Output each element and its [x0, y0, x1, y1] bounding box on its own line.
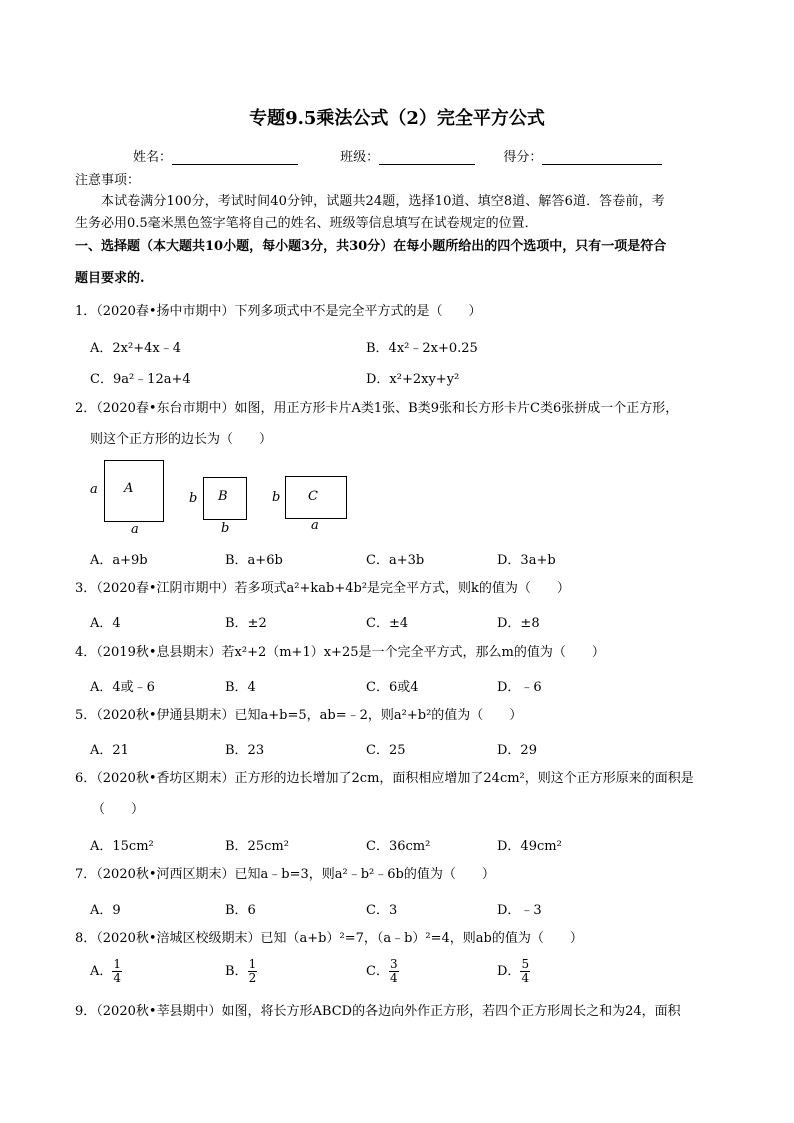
q8-option-b-letter: B． — [225, 964, 248, 979]
q7-stem: 7．（2020秋•河西区期末）已知a﹣b=3，则a²﹣b²﹣6b的值为（ ） — [75, 867, 495, 882]
q5-option-d[interactable]: D．29 — [497, 743, 537, 758]
name-blank[interactable] — [172, 150, 298, 165]
q8-a-numerator: 1 — [113, 957, 122, 971]
q1-stem: 1．（2020春•扬中市期中）下列多项式中不是完全平方式的是（ ） — [75, 304, 482, 319]
q2-option-a[interactable]: A．a+9b — [90, 553, 148, 568]
q6-stem-1: 6．（2020秋•香坊区期末）正方形的边长增加了2cm，面积相应增加了24cm²，则这个正方形原来的面积是 — [75, 771, 694, 786]
card-b-side-left: b — [189, 491, 198, 506]
q6-option-a[interactable]: A．15cm² — [90, 839, 154, 854]
q5-option-a[interactable]: A．21 — [90, 743, 129, 758]
q8-option-d-fraction — [520, 958, 530, 985]
student-info-row — [133, 146, 662, 165]
q9-stem: 9．（2020秋•莘县期中）如图，将长方形ABCD的各边向外作正方形，若四个正方形周长之和为24，面积 — [75, 1004, 681, 1019]
q5-stem: 5．（2020秋•伊通县期末）已知a+b=5，ab=﹣2，则a²+b²的值为（ ） — [75, 708, 523, 723]
q3-option-c[interactable]: C．±4 — [366, 616, 409, 631]
q1-option-d[interactable]: D．x²+2xy+y² — [366, 372, 460, 387]
q5-option-b[interactable]: B．23 — [225, 743, 265, 758]
q8-option-c-letter: C． — [366, 964, 389, 979]
q6-option-d[interactable]: D．49cm² — [497, 839, 562, 854]
q8-c-denominator: 4 — [389, 971, 398, 985]
section-heading-1: 一、选择题（本大题共10小题，每小题3分，共30分）在每小题所给出的四个选项中，只有一项是符合 — [75, 239, 667, 254]
card-b-label: B — [218, 489, 228, 504]
card-a-side-bottom: a — [131, 522, 139, 537]
q3-option-b[interactable]: B．±2 — [225, 616, 267, 631]
q7-option-c[interactable]: C．3 — [366, 903, 398, 918]
q8-a-denominator: 4 — [113, 971, 122, 985]
q6-stem-2: （ ） — [92, 802, 145, 817]
q8-d-numerator: 5 — [521, 957, 530, 971]
q8-stem: 8．（2020秋•涪城区校级期末）已知（a+b）²=7，（a﹣b）²=4，则ab的值为（ ） — [75, 931, 583, 946]
q6-option-b[interactable]: B．25cm² — [225, 839, 289, 854]
class-blank[interactable] — [379, 150, 475, 165]
score-label: 得分： — [503, 150, 543, 165]
q7-option-b[interactable]: B．6 — [225, 903, 256, 918]
q4-stem: 4．（2019秋•息县期末）若x²+2（m+1）x+25是一个完全平方式，那么m的值为（ ） — [75, 645, 605, 660]
score-blank[interactable] — [542, 150, 662, 165]
q8-option-a[interactable] — [90, 958, 122, 985]
q1-option-c[interactable]: C．9a²﹣12a+4 — [90, 372, 191, 387]
notice-line-2: 生务必用0.5毫米黑色签字笔将自己的姓名、班级等信息填写在试卷规定的位置． — [75, 216, 538, 231]
q8-option-a-letter: A． — [90, 964, 113, 979]
q7-option-a[interactable]: A．9 — [90, 903, 121, 918]
q4-option-b[interactable]: B．4 — [225, 680, 256, 695]
q8-c-numerator: 3 — [389, 957, 398, 971]
name-label: 姓名： — [133, 150, 173, 165]
q2-option-c[interactable]: C．a+3b — [366, 553, 425, 568]
q8-option-a-fraction — [112, 958, 122, 985]
q6-option-c[interactable]: C．36cm² — [366, 839, 431, 854]
q8-option-c-fraction — [389, 958, 399, 985]
q4-option-a[interactable]: A．4或﹣6 — [90, 680, 155, 695]
card-c-side-left: b — [272, 490, 281, 505]
q3-option-a[interactable]: A．4 — [90, 616, 121, 631]
q4-option-d[interactable]: D．﹣6 — [497, 680, 542, 695]
q2-option-d[interactable]: D．3a+b — [497, 553, 556, 568]
q7-option-d[interactable]: D．﹣3 — [497, 903, 542, 918]
notice-heading: 注意事项： — [75, 173, 141, 188]
q8-option-b[interactable] — [225, 958, 257, 985]
q8-option-b-fraction — [248, 958, 258, 985]
q8-b-denominator: 2 — [248, 971, 257, 985]
q8-b-numerator: 1 — [248, 957, 257, 971]
card-a-side-left: a — [90, 482, 98, 497]
card-c-label: C — [308, 489, 318, 504]
q8-d-denominator: 4 — [521, 971, 530, 985]
class-label: 班级： — [340, 150, 380, 165]
q8-option-c[interactable] — [366, 958, 399, 985]
q2-stem-1: 2．（2020春•东台市期中）如图，用正方形卡片A类1张、B类9张和长方形卡片C类6张拼成一个正方形， — [75, 401, 679, 416]
card-b-side-bottom: b — [221, 521, 230, 536]
q1-option-a[interactable]: A．2x²+4x﹣4 — [90, 341, 181, 356]
q8-option-d-letter: D． — [497, 964, 521, 979]
page-title: 专题9.5乘法公式（2）完全平方公式 — [249, 108, 545, 129]
q1-option-b[interactable]: B．4x²﹣2x+0.25 — [366, 341, 478, 356]
section-heading-2: 题目要求的. — [75, 271, 145, 286]
q8-option-d[interactable] — [497, 958, 530, 985]
q4-option-c[interactable]: C．6或4 — [366, 680, 419, 695]
notice-line-1: 本试卷满分100分，考试时间40分钟，试题共24题，选择10道、填空8道、解答6道．答卷前，考 — [101, 194, 665, 209]
card-a-label: A — [124, 481, 134, 496]
card-c-side-bottom: a — [311, 518, 319, 533]
q5-option-c[interactable]: C．25 — [366, 743, 406, 758]
q3-stem: 3．（2020春•江阴市期中）若多项式a²+kab+4b²是完全平方式，则k的值为（ ） — [75, 581, 570, 596]
q3-option-d[interactable]: D．±8 — [497, 616, 540, 631]
q2-option-b[interactable]: B．a+6b — [225, 553, 283, 568]
card-a-square — [104, 460, 164, 522]
q2-stem-2: 则这个正方形的边长为（ ） — [90, 432, 273, 447]
